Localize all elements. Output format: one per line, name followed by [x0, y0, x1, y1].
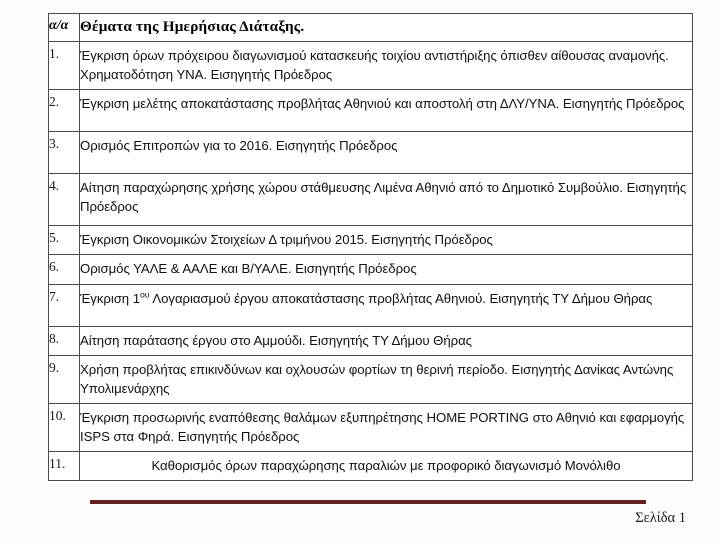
row-topic: Έγκριση μελέτης αποκατάστασης προβλήτας Αθηνιού και αποστολή στη ΔΛΥ/ΥΝΑ. Εισηγητής Πρόεδρος	[80, 90, 693, 132]
row-index: 3.	[49, 132, 80, 174]
row-index: 7.	[49, 284, 80, 326]
table-row	[49, 355, 693, 403]
header-cell-index: α/α	[49, 14, 80, 42]
page-number-label: Σελίδα 1	[635, 510, 686, 526]
row-topic-superscript: ου	[139, 289, 150, 300]
row-index: 2.	[49, 90, 80, 132]
row-index: 5.	[49, 226, 80, 255]
table-row	[49, 132, 693, 174]
row-index: 11.	[49, 452, 80, 481]
row-topic: Αίτηση παραχώρησης χρήσης χώρου στάθμευσης Λιμένα Αθηνιό από το Δημοτικό Συμβούλιο. Εισηγητής Πρόεδρος	[80, 174, 693, 226]
table-row	[49, 42, 693, 90]
agenda-table	[48, 13, 693, 481]
row-index: 9.	[49, 355, 80, 403]
row-index: 10.	[49, 403, 80, 451]
table-row	[49, 452, 693, 481]
row-topic	[80, 284, 693, 326]
row-topic: Έγκριση Οικονομικών Στοιχείων Δ τριμήνου 2015. Εισηγητής Πρόεδρος	[80, 226, 693, 255]
row-index: 4.	[49, 174, 80, 226]
row-topic: Ορισμός ΥΑΛΕ & ΑΑΛΕ και Β/ΥΑΛΕ. Εισηγητής Πρόεδρος	[80, 255, 693, 284]
row-index: 6.	[49, 255, 80, 284]
table-row	[49, 174, 693, 226]
row-topic: Χρήση προβλήτας επικινδύνων και οχλουσών φορτίων τη θερινή περίοδο. Εισηγητής Δανίκας Αντώνης Υπολιμενάρχης	[80, 355, 693, 403]
table-row	[49, 403, 693, 451]
row-topic: Ορισμός Επιτροπών για το 2016. Εισηγητής Πρόεδρος	[80, 132, 693, 174]
table-row	[49, 284, 693, 326]
row-topic-prefix: Έγκριση 1	[80, 290, 140, 306]
row-topic: Αίτηση παράτασης έργου στο Αμμούδι. Εισηγητής ΤΥ Δήμου Θήρας	[80, 326, 693, 355]
table-row	[49, 226, 693, 255]
table-row	[49, 255, 693, 284]
table-header-row	[49, 14, 693, 42]
row-topic: Έγκριση προσωρινής εναπόθεσης θαλάμων εξυπηρέτησης HOME PORTING στο Αθηνιό και εφαρμογής ISPS στα Φηρά. Εισηγητής Πρόεδρος	[80, 403, 693, 451]
row-topic: Καθορισμός όρων παραχώρησης παραλιών με προφορικό διαγωνισμό Μονόλιθο	[80, 452, 693, 481]
row-topic-suffix: Λογαριασμού έργου αποκατάστασης προβλήτας Αθηνιού. Εισηγητής ΤΥ Δήμου Θήρας	[149, 290, 653, 306]
footer-divider	[90, 500, 646, 504]
header-cell-topic: Θέματα της Ημερήσιας Διάταξης.	[80, 14, 693, 42]
table-row	[49, 326, 693, 355]
row-index: 1.	[49, 42, 80, 90]
row-index: 8.	[49, 326, 80, 355]
table-row	[49, 90, 693, 132]
row-topic: Έγκριση όρων πρόχειρου διαγωνισμού κατασκευής τοιχίου αντιστήριξης όπισθεν αίθουσας αναμονής. Χρηματοδότηση ΥΝΑ. Εισηγητής Πρόεδρος	[80, 42, 693, 90]
